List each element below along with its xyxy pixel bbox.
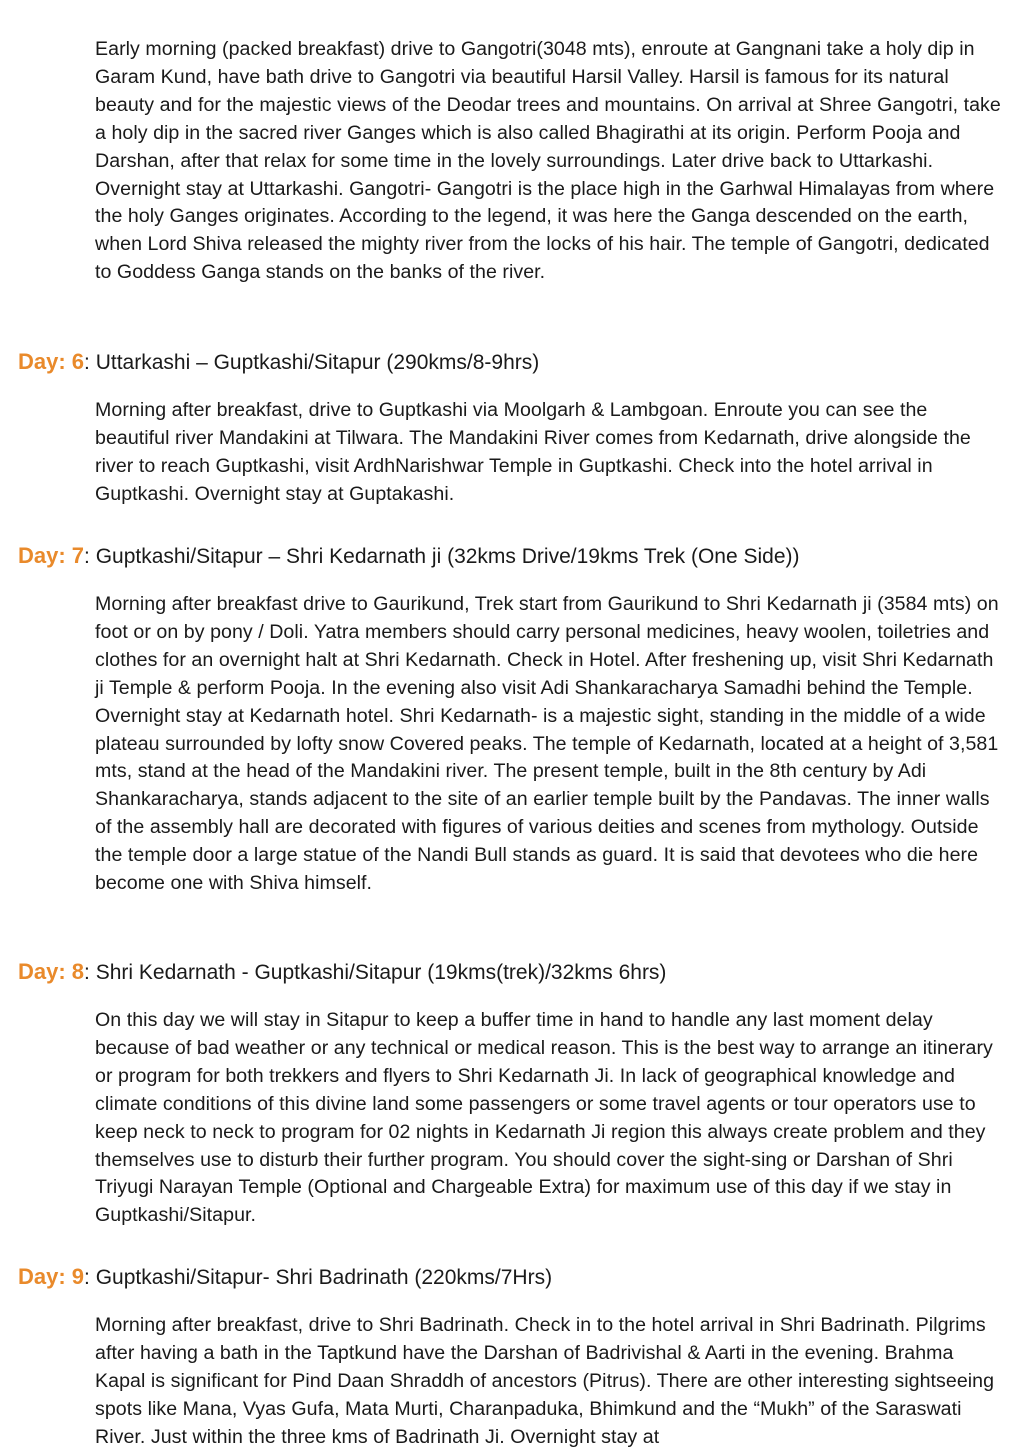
day-8-heading bbox=[18, 958, 666, 987]
day-7-heading bbox=[18, 542, 800, 571]
day-6-description: Morning after breakfast, drive to Guptkashi via Moolgarh & Lambgoan. Enroute you can see the beautiful river Mandakini at Tilwara. The Mandakini River comes from Kedarnath, drive alongside the river to reach Guptkashi, visit ArdhNarishwar Temple in Guptkashi. Check into the hotel arrival in Guptkashi. Overnight stay at Guptakashi. bbox=[95, 399, 971, 505]
day-6-route: : Uttarkashi – Guptkashi/Sitapur (290kms/8-9hrs) bbox=[84, 351, 540, 374]
day-7-route: : Guptkashi/Sitapur – Shri Kedarnath ji (32kms Drive/19kms Trek (One Side)) bbox=[84, 545, 800, 568]
day-7-description: Morning after breakfast drive to Gaurikund, Trek start from Gaurikund to Shri Kedarnath ji (3584 mts) on foot or on by pony / Doli. Yatra members should carry personal medicines, heavy woolen, toiletries and clothes for an overnight halt at Shri Kedarnath. Check in Hotel. After freshening up, visit Shri Kedarnath ji Temple & perform Pooja. In the evening also visit Adi Shankaracharya Samadhi behind the Temple. Overnight stay at Kedarnath hotel. Shri Kedarnath- is a majestic sight, standing in the middle of a wide plateau surrounded by lofty snow Covered peaks. The temple of Kedarnath, located at a height of 3,581 mts, stand at the head of the Mandakini river. The present temple, built in the 8th century by Adi Shankaracharya, stands adjacent to the site of an earlier temple built by the Pandavas. The inner walls of the assembly hall are decorated with figures of various deities and scenes from mythology. Outside the temple door a large statue of the Nandi Bull stands as guard. It is said that devotees who die here become one with Shiva himself. bbox=[95, 593, 999, 895]
intro-paragraph: Early morning (packed breakfast) drive to Gangotri(3048 mts), enroute at Gangnani take a holy dip in Garam Kund, have bath drive to Gangotri via beautiful Harsil Valley. Harsil is famous for its natural beauty and for the majestic views of the Deodar trees and mountains. On arrival at Shree Gangotri, take a holy dip in the sacred river Ganges which is also called Bhagirathi at its origin. Perform Pooja and Darshan, after that relax for some time in the lovely surroundings. Later drive back to Uttarkashi. Overnight stay at Uttarkashi. Gangotri- Gangotri is the place high in the Garhwal Himalayas from where the holy Ganges originates. According to the legend, it was here the Ganga descended on the earth, when Lord Shiva released the mighty river from the locks of his hair. The temple of Gangotri, dedicated to Goddess Ganga stands on the banks of the river. bbox=[95, 38, 1001, 284]
day-9-heading bbox=[18, 1263, 552, 1292]
day-9-label: Day: 9 bbox=[18, 1264, 85, 1289]
day-8-label: Day: 8 bbox=[18, 959, 85, 984]
day-9-description: Morning after breakfast, drive to Shri Badrinath. Check in to the hotel arrival in Shri Badrinath. Pilgrims after having a bath in the Taptkund have the Darshan of Badrivishal & Aarti in the evening. Brahma Kapal is significant for Pind Daan Shraddh of ancestors (Pitrus). There are other interesting sightseeing spots like Mana, Vyas Gufa, Mata Murti, Charanpaduka, Bhimkund and the “Mukh” of the Saraswati River. Just within the three kms of Badrinath Ji. Overnight stay at bbox=[95, 1314, 995, 1448]
day-9-route: : Guptkashi/Sitapur- Shri Badrinath (220kms/7Hrs) bbox=[84, 1266, 553, 1289]
day-8-route: : Shri Kedarnath - Guptkashi/Sitapur (19kms(trek)/32kms 6hrs) bbox=[84, 961, 667, 984]
day-8-description: On this day we will stay in Sitapur to keep a buffer time in hand to handle any last moment delay because of bad weather or any technical or medical reason. This is the best way to arrange an itinerary or program for both trekkers and flyers to Shri Kedarnath Ji. In lack of geographical knowledge and climate conditions of this divine land some passengers or some travel agents or tour operators use to keep neck to neck to program for 02 nights in Kedarnath Ji region this always create problem and they themselves use to disturb their further program. You should cover the sight-sing or Darshan of Shri Triyugi Narayan Temple (Optional and Chargeable Extra) for maximum use of this day if we stay in Guptkashi/Sitapur. bbox=[95, 1009, 993, 1227]
day-7-label: Day: 7 bbox=[18, 543, 85, 568]
day-6-heading bbox=[18, 348, 539, 377]
day-6-label: Day: 6 bbox=[18, 349, 85, 374]
